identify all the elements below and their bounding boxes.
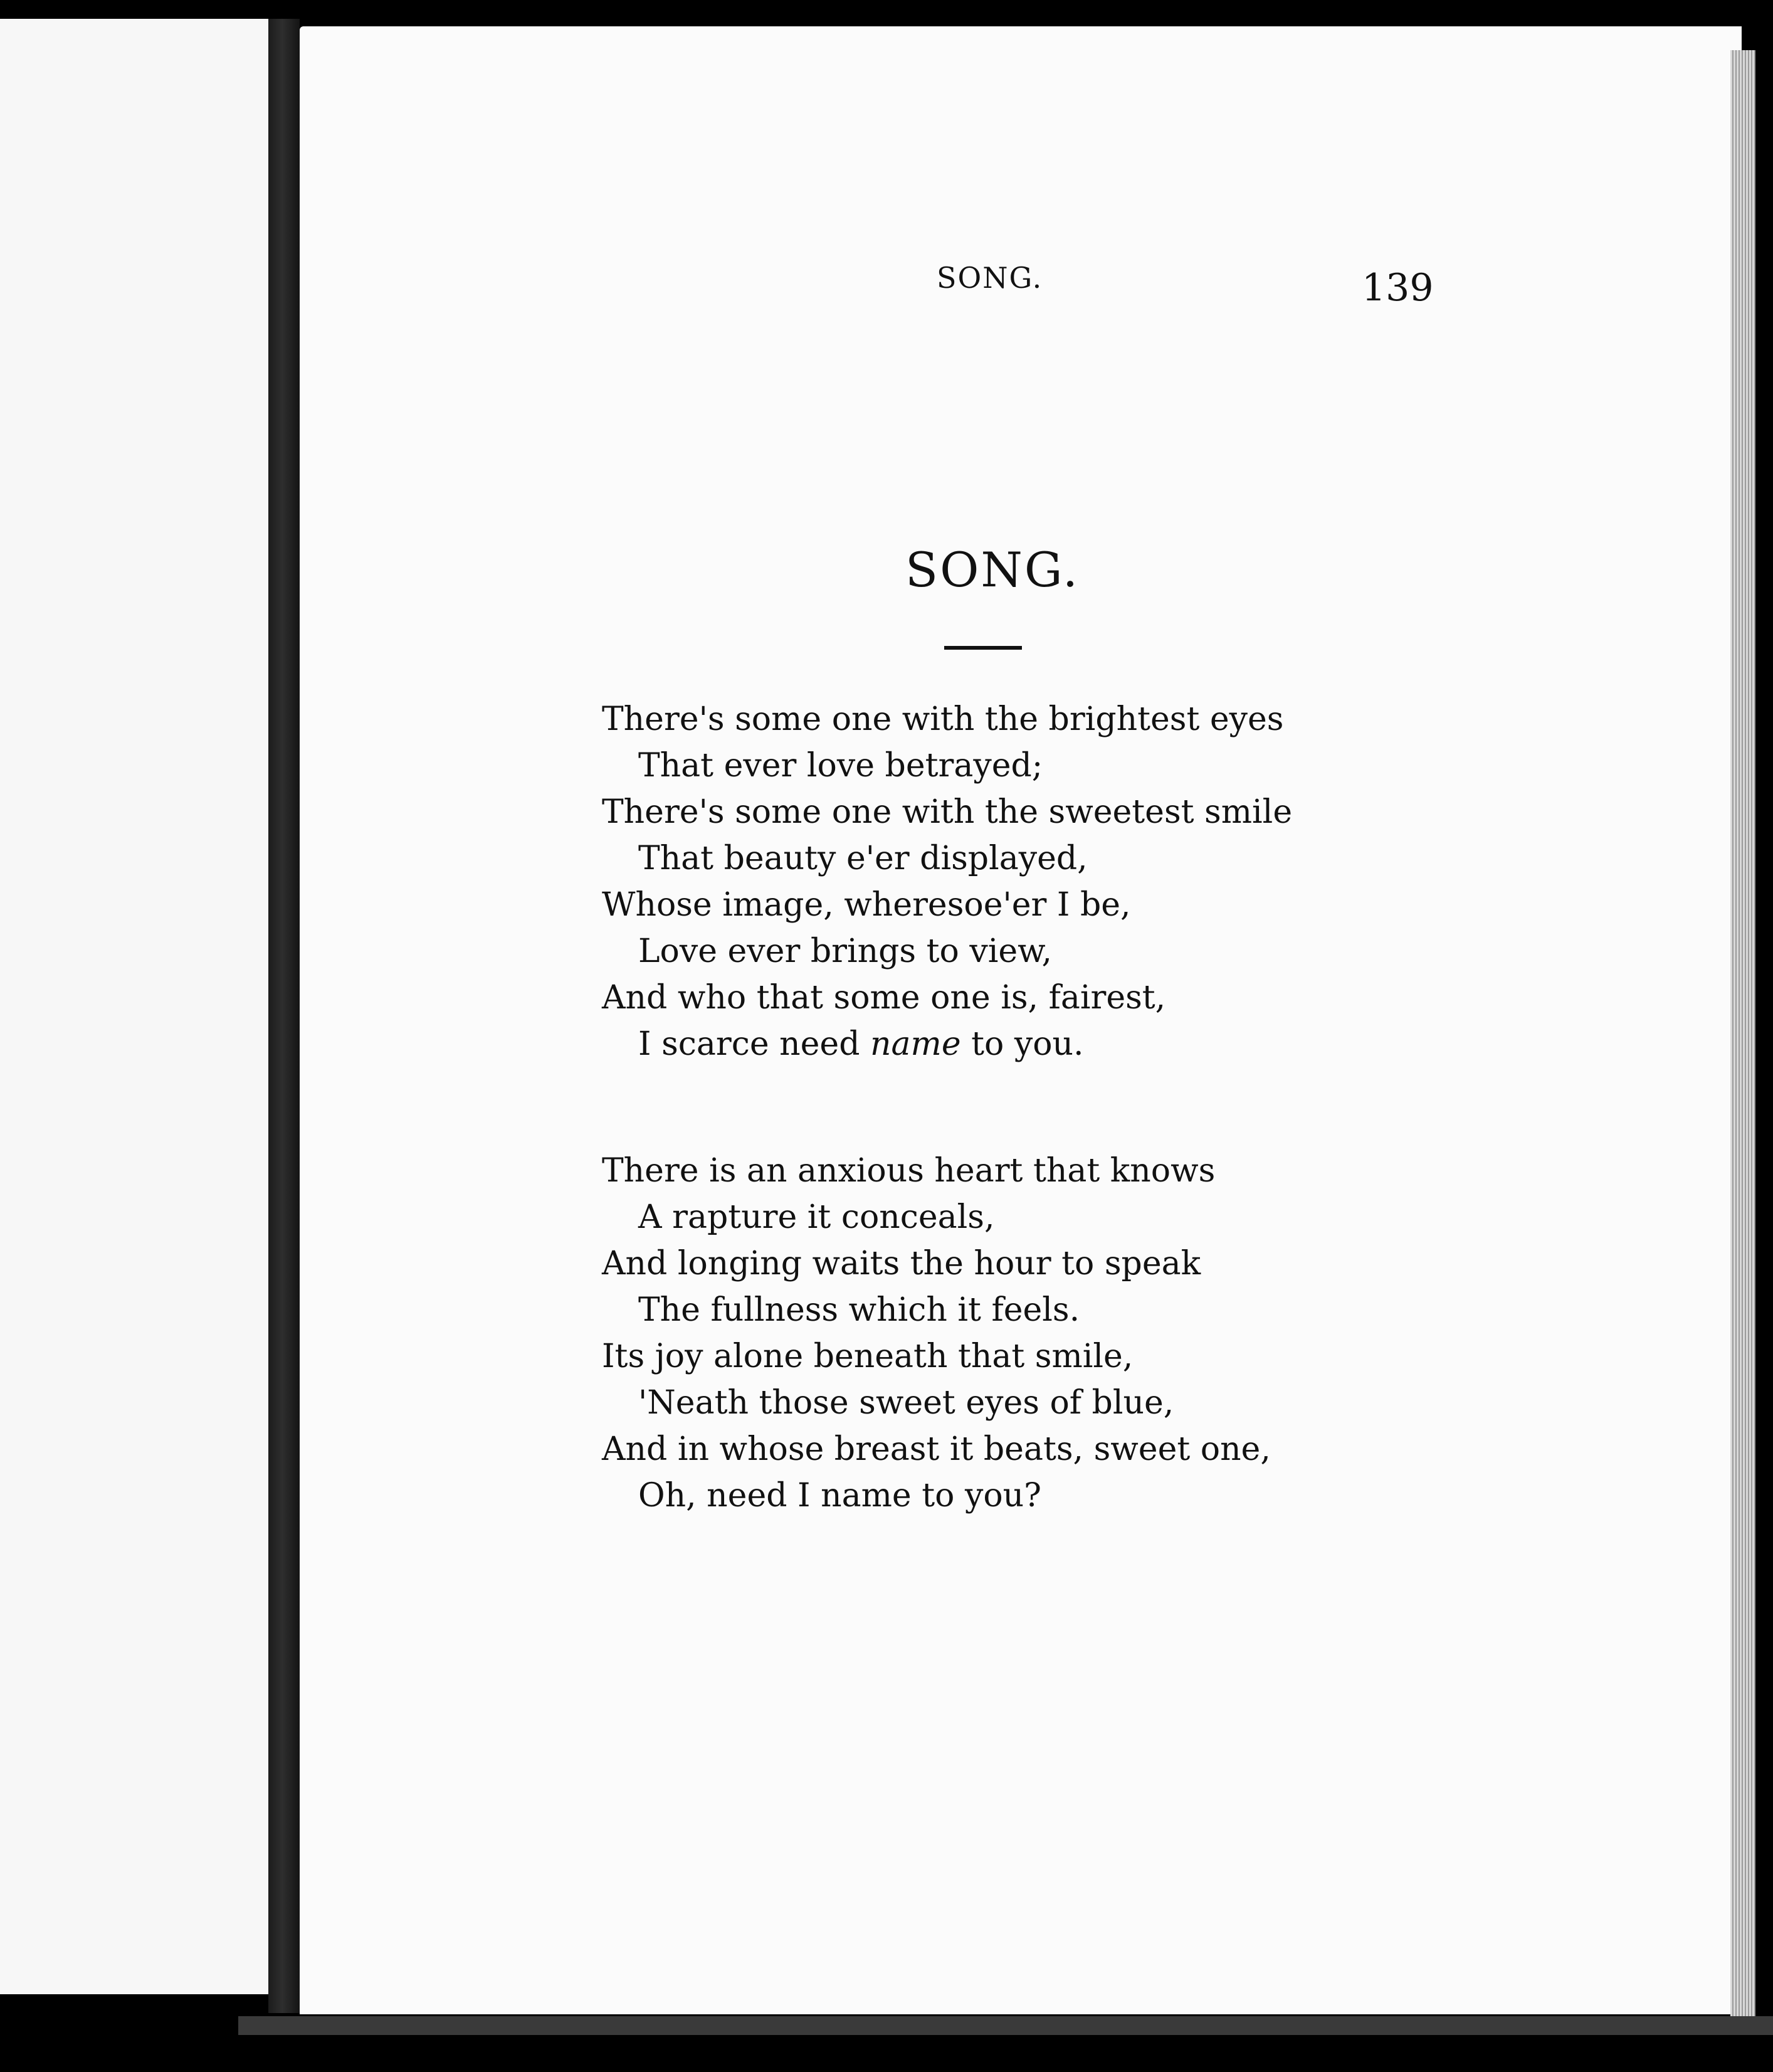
poem-line: That beauty e'er displayed, — [638, 840, 1088, 877]
poem-body — [602, 696, 1292, 1519]
poem-line: Love ever brings to view, — [638, 933, 1052, 970]
poem-line: There is an anxious heart that knows — [602, 1152, 1216, 1190]
poem-line: And longing waits the hour to speak — [602, 1245, 1201, 1282]
poem-line: The fullness which it feels. — [638, 1291, 1080, 1329]
poem-line: Whose image, wheresoe'er I be, — [602, 886, 1131, 924]
poem-line: Its joy alone beneath that smile, — [602, 1338, 1134, 1375]
book-spine — [268, 19, 300, 2013]
stanza-1 — [602, 696, 1292, 1067]
poem-line: And who that some one is, fairest, — [602, 979, 1166, 1017]
page-number: 139 — [1362, 266, 1434, 310]
poem-line-italic: name — [870, 1025, 961, 1063]
poem-line: That ever love betrayed; — [638, 747, 1043, 785]
title-rule — [944, 646, 1022, 650]
poem-title: SONG. — [905, 542, 1080, 598]
page-edges — [1730, 50, 1755, 2026]
stanza-2 — [602, 1148, 1292, 1519]
bottom-shadow — [238, 2016, 1773, 2035]
poem-line-start: I scarce need — [638, 1025, 871, 1063]
poem-line: A rapture it conceals, — [638, 1198, 995, 1236]
poem-line: Oh, need I name to you? — [638, 1477, 1041, 1514]
left-page — [0, 19, 268, 1994]
poem-line: 'Neath those sweet eyes of blue, — [638, 1384, 1174, 1422]
poem-line-end: to you. — [960, 1025, 1084, 1063]
poem-line: There's some one with the brightest eyes — [602, 700, 1284, 738]
poem-line — [602, 1021, 1292, 1067]
poem-line: And in whose breast it beats, sweet one, — [602, 1430, 1271, 1468]
running-head: SONG. — [937, 261, 1043, 295]
poem-line: There's some one with the sweetest smile — [602, 793, 1293, 831]
